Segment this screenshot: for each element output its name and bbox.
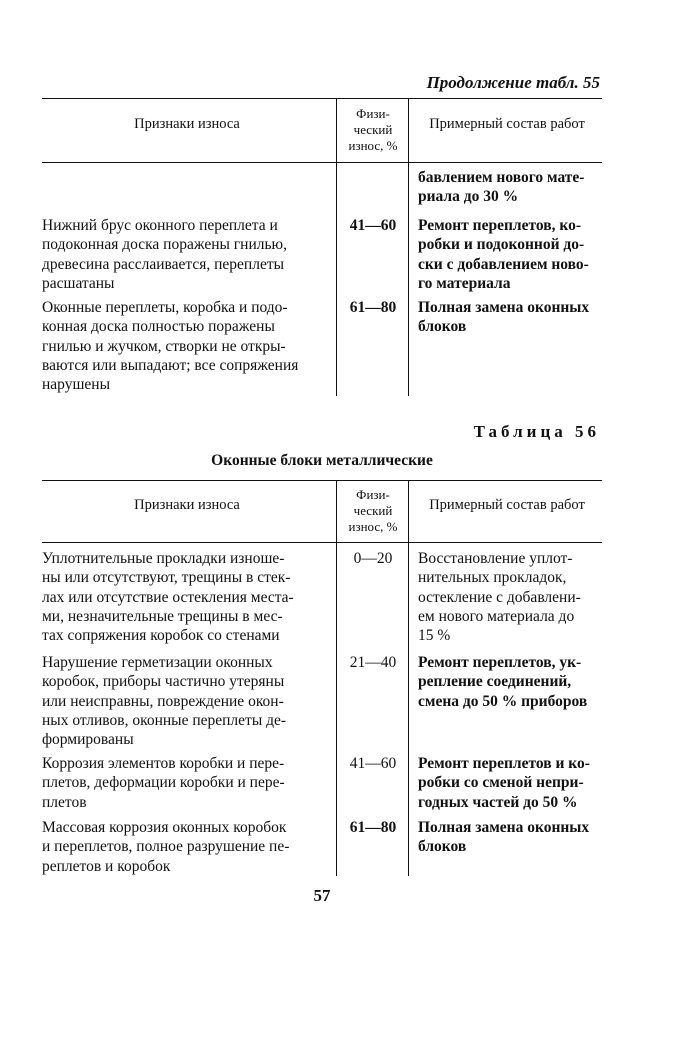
table-row-signs: Нижний брус оконного переплета и подоконная доска поражены гнилью, древесина расслаивается, переплеты расшатаны xyxy=(42,217,288,292)
table-title: Оконные блоки металлические xyxy=(211,452,433,469)
page-number: 57 xyxy=(313,886,331,905)
table-row-wear: 61—80 xyxy=(349,819,397,836)
column-divider xyxy=(336,480,337,876)
table-row-works: Полная замена оконных блоков xyxy=(418,819,590,856)
table-row-works: Ремонт переплетов и ко- робки со сменой непри- годных частей до 50 % xyxy=(418,755,590,811)
table-row-signs: Коррозия элементов коробки и пере- плетов, деформации коробки и пере- плетов xyxy=(42,755,285,811)
column-divider xyxy=(408,480,409,876)
continuation-caption: Продолжение табл. 55 xyxy=(426,73,600,92)
table-row-signs: Массовая коррозия оконных коробок и переплетов, полное разрушение пе- реплетов и коробок xyxy=(42,819,290,875)
table-row-works: бавлением нового мате- риала до 30 % xyxy=(418,169,585,206)
table-row-wear: 41—60 xyxy=(349,217,397,234)
header-works: Примерный состав работ xyxy=(429,497,585,513)
header-signs: Признаки износа xyxy=(134,116,240,132)
table-row-works: Ремонт переплетов, ук- репление соединений, смена до 50 % приборов xyxy=(418,654,588,710)
table-56 xyxy=(42,0,602,880)
header-bottom-rule xyxy=(42,542,602,543)
table-row-wear: 0—20 xyxy=(353,550,393,567)
table-row-works: Восстановление уплот- нительных прокладок, остекление с добавлени- ем нового материала до 15 % xyxy=(418,550,581,645)
table-row-signs: Нарушение герметизации оконных коробок, приборы частично утеряны или неисправны, повреждение окон- ных отливов, оконные переплеты де- формированы xyxy=(42,654,287,749)
table-top-rule xyxy=(42,480,602,481)
header-works: Примерный состав работ xyxy=(429,116,585,132)
header-wear: Физи- ческий износ, % xyxy=(348,487,398,534)
table-row-signs: Оконные переплеты, коробка и подо- конная доска полностью поражены гнилью и жучком, створки не откры- ваются или выпадают; все сопряжения нарушены xyxy=(42,299,299,394)
table-row-works: Ремонт переплетов, ко- робки и подоконной до- ски с добавлением ново- го материала xyxy=(418,217,589,292)
table-number: Таблица 56 xyxy=(473,422,600,441)
table-row-wear: 21—40 xyxy=(349,654,397,671)
header-wear: Физи- ческий износ, % xyxy=(348,106,398,153)
table-row-works: Полная замена оконных блоков xyxy=(418,299,590,336)
table-row-wear: 61—80 xyxy=(349,299,397,316)
table-row-signs: Уплотнительные прокладки изноше- ны или отсутствуют, трещины в стек- лах или отсутствие остекления места- ми, незначительные трещины в мес- тах сопряжения коробок со стенами xyxy=(42,550,294,645)
table-row-wear: 41—60 xyxy=(349,755,397,772)
header-signs: Признаки износа xyxy=(134,497,240,513)
